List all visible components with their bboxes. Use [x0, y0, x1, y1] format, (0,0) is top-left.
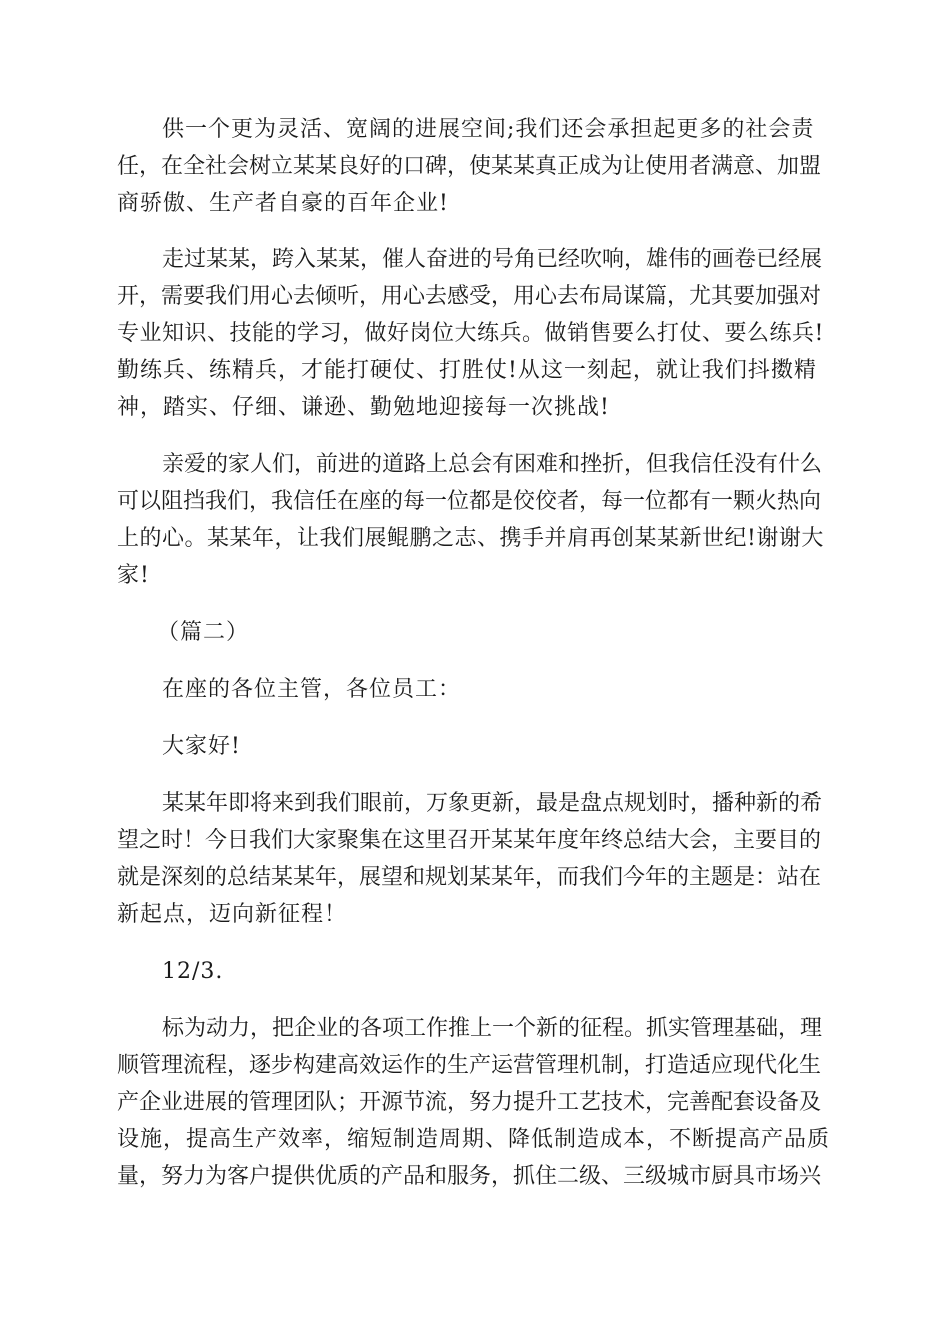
text-line: 神，踏实、仔细、谦逊、勤勉地迎接每一次挑战!: [117, 395, 610, 420]
text-line: 走过某某，跨入某某，催人奋进的号角已经吹响，雄伟的画卷已经展: [162, 247, 823, 272]
salutation: 在座的各位主管，各位员工：: [162, 677, 462, 702]
text-line: 顺管理流程，逐步构建高效运作的生产运营管理机制，打造适应现代化生: [117, 1053, 822, 1078]
text-line: 新起点，迈向新征程！: [117, 902, 348, 927]
text-line: 亲爱的家人们，前进的道路上总会有困难和挫折，但我信任没有什么: [162, 452, 823, 477]
text-line: 供一个更为灵活、宽阔的进展空间;我们还会承担起更多的社会责: [162, 117, 815, 142]
text-line: 勤练兵、练精兵，才能打硬仗、打胜仗!从这一刻起，就让我们抖擞精: [117, 358, 817, 383]
text-line: 就是深刻的总结某某年，展望和规划某某年，而我们今年的主题是：站在: [117, 865, 822, 890]
text-line: 量，努力为客户提供优质的产品和服务，抓住二级、三级城市厨具市场兴: [117, 1164, 822, 1189]
text-line: 任，在全社会树立某某良好的口碑，使某某真正成为让使用者满意、加盟: [117, 154, 822, 179]
text-line: 开，需要我们用心去倾听，用心去感受，用心去布局谋篇，尤其要加强对: [117, 284, 822, 309]
text-line: 设施，提高生产效率，缩短制造周期、降低制造成本，不断提高产品质: [117, 1127, 831, 1152]
greeting: 大家好!: [162, 734, 241, 759]
section-heading: （篇二）: [157, 620, 250, 645]
text-line: 产企业进展的管理团队；开源节流，努力提升工艺技术，完善配套设备及: [117, 1090, 822, 1115]
text-line: 可以阻挡我们，我信任在座的每一位都是佼佼者，每一位都有一颗火热向: [117, 489, 822, 514]
text-line: 某某年即将来到我们眼前，万象更新，最是盘点规划时，播种新的希: [162, 791, 823, 816]
text-line: 商骄傲、生产者自豪的百年企业!: [117, 191, 449, 216]
text-line: 家!: [117, 563, 150, 588]
text-line: 标为动力，把企业的各项工作推上一个新的征程。抓实管理基础，理: [162, 1016, 823, 1041]
text-line: 望之时！今日我们大家聚集在这里召开某某年度年终总结大会，主要目的: [117, 828, 822, 853]
page-number: 12/3.: [162, 959, 224, 984]
text-line: 专业知识、技能的学习，做好岗位大练兵。做销售要么打仗、要么练兵!: [117, 321, 824, 346]
text-line: 上的心。某某年，让我们展鲲鹏之志、携手并肩再创某某新世纪!谢谢大: [117, 526, 824, 551]
